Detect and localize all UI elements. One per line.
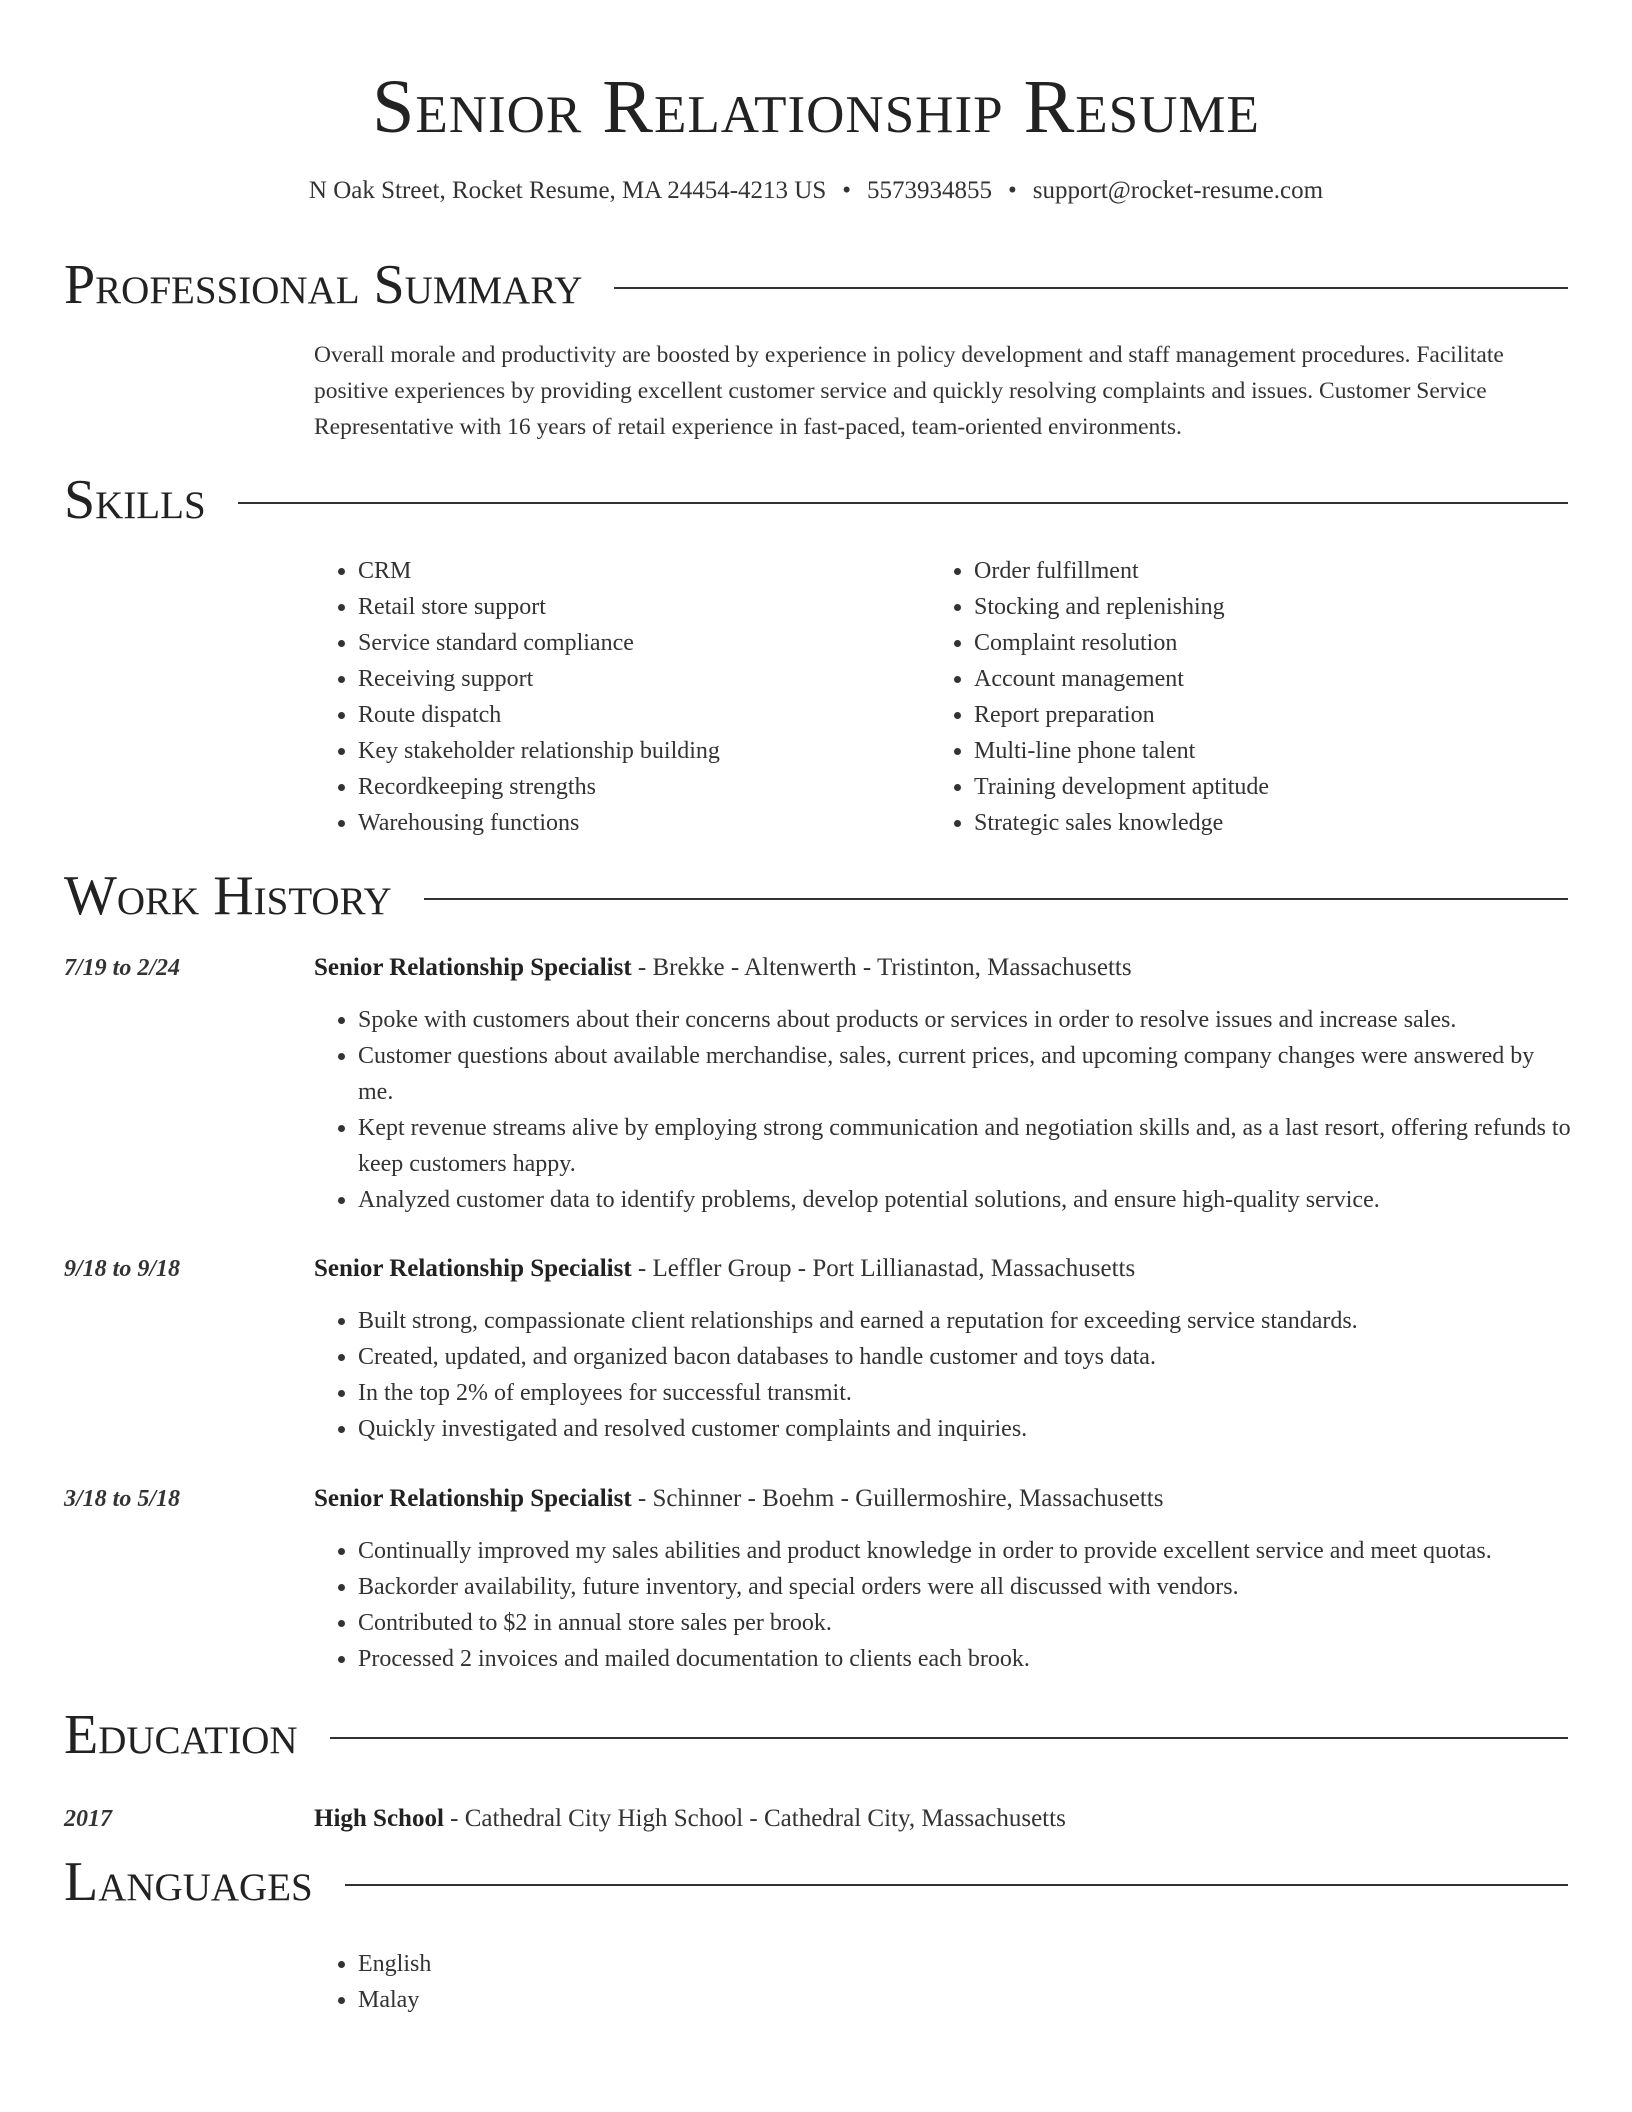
education-line <box>314 1801 1066 1837</box>
skill-item: • Order fulfillment <box>974 553 1530 589</box>
job-bullet: • In the top 2% of employees for successful transmit. <box>358 1375 1574 1411</box>
contact-email: support@rocket-resume.com <box>1032 177 1324 204</box>
job-title-line <box>314 1481 1163 1517</box>
section-divider <box>345 1884 1568 1886</box>
skill-item: • Route dispatch <box>358 697 914 733</box>
languages-list <box>314 1946 914 2018</box>
skill-item: • Service standard compliance <box>358 625 914 661</box>
job-bullet: • Built strong, compassionate client relationships and earned a reputation for exceeding service standards. <box>358 1303 1574 1339</box>
section-divider <box>238 502 1568 504</box>
contact-line <box>0 174 1632 208</box>
skill-item: • Multi-line phone talent <box>974 733 1530 769</box>
contact-separator: • <box>842 177 851 204</box>
skill-item: • Retail store support <box>358 589 914 625</box>
skill-item: • Warehousing functions <box>358 805 914 841</box>
education-degree: High School <box>314 1805 444 1832</box>
job-duties <box>314 1533 1574 1677</box>
skill-item: • Strategic sales knowledge <box>974 805 1530 841</box>
languages-column <box>314 1946 914 2018</box>
section-divider <box>330 1737 1568 1739</box>
resume-title: Senior Relationship Resume <box>372 65 1260 149</box>
job-company: - Brekke - Altenwerth - Tristinton, Massachusetts <box>631 954 1132 981</box>
job-bullet: • Processed 2 invoices and mailed documentation to clients each brook. <box>358 1641 1574 1677</box>
section-divider <box>424 898 1568 900</box>
job-bullet: • Quickly investigated and resolved customer complaints and inquiries. <box>358 1411 1574 1447</box>
languages-section-header <box>64 1847 1568 1917</box>
job-dates: 9/18 to 9/18 <box>64 1256 181 1282</box>
job-role: Senior Relationship Specialist <box>314 954 632 981</box>
skill-item: • Complaint resolution <box>974 625 1530 661</box>
job-title-line <box>314 1251 1135 1287</box>
skill-item: • Report preparation <box>974 697 1530 733</box>
education-school: - Cathedral City High School - Cathedral City, Massachusetts <box>443 1805 1066 1832</box>
summary-text: Overall morale and productivity are boosted by experience in policy development and staff management procedures. Facilitate positive experiences by providing excellent customer service and quickly resolving complaints and issues. Customer Service Representative with 16 years of retail experience in fast-paced, team-oriented environments. <box>314 342 1504 440</box>
skill-item: • Receiving support <box>358 661 914 697</box>
contact-separator: • <box>1008 177 1017 204</box>
skill-item: • Recordkeeping strengths <box>358 769 914 805</box>
job-company: - Schinner - Boehm - Guillermoshire, Massachusetts <box>631 1485 1164 1512</box>
job-bullet: • Created, updated, and organized bacon databases to handle customer and toys data. <box>358 1339 1574 1375</box>
skills-list <box>930 553 1530 841</box>
job-role: Senior Relationship Specialist <box>314 1485 632 1512</box>
skill-item: • Stocking and replenishing <box>974 589 1530 625</box>
job-bullet: • Continually improved my sales abilities and product knowledge in order to provide excellent service and meet quotas. <box>358 1533 1574 1569</box>
skills-list <box>314 553 914 841</box>
job-bullet: • Kept revenue streams alive by employing strong communication and negotiation skills and, as a last resort, offering refunds to keep customers happy. <box>358 1110 1574 1182</box>
skill-item: • Account management <box>974 661 1530 697</box>
languages-heading: Languages <box>64 1851 313 1913</box>
language-item: • English <box>358 1946 914 1982</box>
section-divider <box>614 287 1568 289</box>
education-heading: Education <box>64 1704 298 1766</box>
education-section-header <box>64 1700 1568 1770</box>
job-bullet: • Customer questions about available merchandise, sales, current prices, and upcoming company changes were answered by me. <box>358 1038 1574 1110</box>
job-role: Senior Relationship Specialist <box>314 1255 632 1282</box>
skills-column-left <box>314 553 914 841</box>
job-title-line <box>314 950 1132 986</box>
contact-phone: 5573934855 <box>867 177 992 204</box>
job-bullet-list <box>314 1303 1574 1447</box>
education-year: 2017 <box>64 1806 112 1832</box>
job-bullet-list <box>314 1533 1574 1677</box>
work-heading: Work History <box>64 865 392 927</box>
job-bullet: • Contributed to $2 in annual store sales per brook. <box>358 1605 1574 1641</box>
language-item: • Malay <box>358 1982 914 2018</box>
summary-heading: Professional Summary <box>64 254 583 316</box>
skill-item: • CRM <box>358 553 914 589</box>
job-bullet: • Spoke with customers about their concerns about products or services in order to resolve issues and increase sales. <box>358 1002 1574 1038</box>
skills-heading: Skills <box>64 469 206 531</box>
summary-section-header <box>64 250 1568 320</box>
job-bullet: • Analyzed customer data to identify problems, develop potential solutions, and ensure high-quality service. <box>358 1182 1574 1218</box>
skill-item: • Key stakeholder relationship building <box>358 733 914 769</box>
job-bullet: • Backorder availability, future inventory, and special orders were all discussed with vendors. <box>358 1569 1574 1605</box>
skill-item: • Training development aptitude <box>974 769 1530 805</box>
job-dates: 7/19 to 2/24 <box>64 955 181 981</box>
contact-address: N Oak Street, Rocket Resume, MA 24454-4213 US <box>308 177 827 204</box>
skills-column-right <box>930 553 1530 841</box>
work-section-header <box>64 861 1568 931</box>
job-duties <box>314 1303 1574 1447</box>
job-duties <box>314 1002 1574 1218</box>
job-company: - Leffler Group - Port Lillianastad, Massachusetts <box>631 1255 1136 1282</box>
job-bullet-list <box>314 1002 1574 1218</box>
job-dates: 3/18 to 5/18 <box>64 1486 181 1512</box>
skills-section-header <box>64 465 1568 535</box>
